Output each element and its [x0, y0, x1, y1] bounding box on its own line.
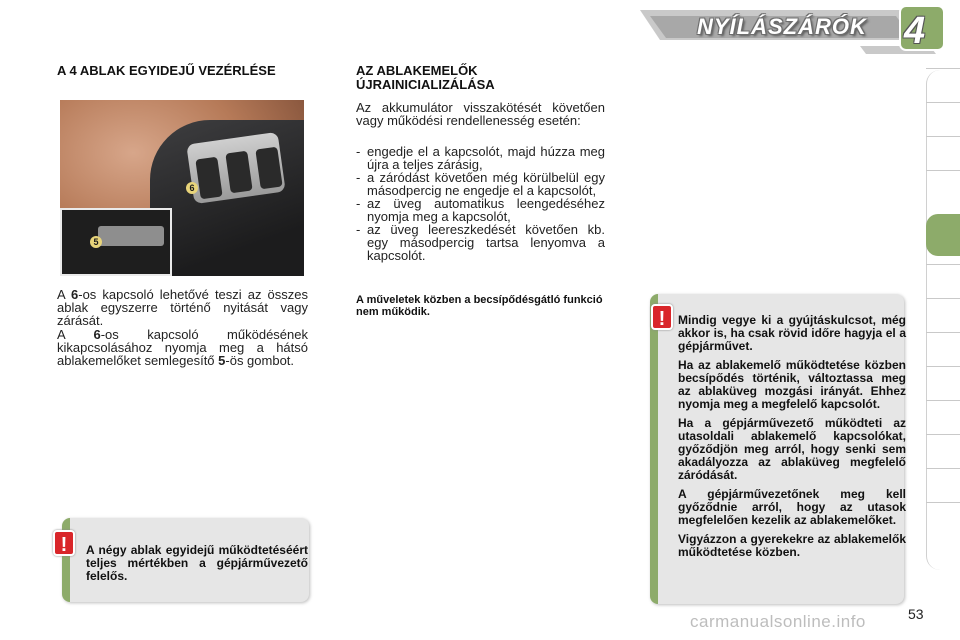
chapter-tab[interactable]	[926, 136, 960, 170]
text: -ös gombot.	[225, 353, 295, 368]
chapter-tab[interactable]	[926, 332, 960, 366]
warning-paragraph: Ha a gépjárművezető működteti az utasoldali ablakemelő kapcsolókat, győződjön meg arról, hogy senki sem akadályozza az ablaküveg megfelelő záródását.	[678, 416, 906, 482]
ref-number: 6	[71, 287, 79, 302]
warning-icon: !	[651, 304, 673, 330]
warning-paragraph: Vigyázzon a gyerekekre az ablakemelők működtetése közben.	[678, 532, 906, 559]
text: A	[57, 327, 94, 342]
warning-box-right	[650, 294, 904, 604]
chapter-tab[interactable]	[926, 102, 960, 136]
chapter-tab[interactable]	[926, 434, 960, 468]
chapter-tab[interactable]	[926, 170, 960, 204]
anti-pinch-note: A műveletek közben a becsípődésgátló funkció nem működik.	[356, 294, 603, 318]
section-heading-simultaneous-control: A 4 ABLAK EGYIDEJŰ VEZÉRLÉSE	[57, 63, 276, 78]
text: -os kapcsoló lehetővé teszi az összes ablak egyszerre történő nyitását vagy zárását.	[57, 287, 308, 328]
chapter-tab-active[interactable]	[926, 214, 960, 256]
text: -os kapcsoló működésének kikapcsolásához nyomja meg a hátsó ablakemelőket semlegesítő	[57, 327, 308, 368]
page-title: NYÍLÁSZÁRÓK	[697, 14, 867, 39]
steps-list	[356, 145, 605, 262]
list-item: - az üveg leereszkedését követően kb. egy másodpercig tartsa lenyomva a kapcsolót.	[356, 223, 605, 262]
ref-number: 6	[93, 327, 101, 342]
warning-text: A négy ablak egyidejű működtetéséért teljes mértékben a gépjárművezető felelős.	[86, 543, 308, 583]
chapter-tabs	[926, 68, 960, 568]
list-item: - a záródást követően még körülbelül egy másodpercig ne engedje el a kapcsolót,	[356, 171, 605, 197]
chapter-tab[interactable]	[926, 502, 960, 536]
list-item: - engedje el a kapcsolót, majd húzza meg újra a teljes zárásig,	[356, 145, 605, 171]
lock-button	[98, 226, 164, 246]
page-number: 53	[908, 606, 924, 622]
button-label-5: 5	[90, 236, 102, 248]
photo-inset	[60, 208, 172, 276]
chapter-tab[interactable]	[926, 468, 960, 502]
watermark: carmanualsonline.info	[690, 612, 866, 631]
warning-text-block	[678, 314, 906, 565]
paragraph-switch-5	[57, 328, 308, 367]
ref-number: 5	[218, 353, 226, 368]
text: A	[57, 287, 72, 302]
switch-label-6: 6	[186, 182, 198, 194]
paragraph-switch-6	[57, 288, 308, 327]
warning-paragraph: Mindig vegye ki a gyújtáskulcsot, még akkor is, ha csak rövid időre hagyja el a gépjárművet.	[678, 313, 906, 353]
chapter-tab[interactable]	[926, 264, 960, 298]
chapter-tab[interactable]	[926, 366, 960, 400]
chapter-tab[interactable]	[926, 400, 960, 434]
warning-icon: !	[53, 530, 75, 556]
warning-paragraph: A gépjárművezetőnek meg kell győződnie arról, hogy az utasok megfelelően kezelik az ablakemelőket.	[678, 487, 906, 527]
paragraph-intro: Az akkumulátor visszakötését követően vagy működési rendellenesség esetén:	[356, 100, 605, 128]
chapter-tab[interactable]	[926, 68, 960, 102]
chapter-number: 4	[904, 10, 926, 52]
warning-paragraph: Ha az ablakemelő működtetése közben becsípődés történik, változtassa meg az ablaküveg mozgási irányát. Ehhez nyomja meg a megfelelő kapcsolót.	[678, 358, 906, 411]
warning-box-left	[62, 518, 309, 602]
chapter-tab[interactable]	[926, 298, 960, 332]
section-heading-reinitialization: AZ ABLAKEMELŐK ÚJRAINICIALIZÁLÁSA	[356, 63, 495, 92]
window-switch-photo	[60, 100, 304, 276]
list-item: - az üveg automatikus leengedéséhez nyomja meg a kapcsolót,	[356, 197, 605, 223]
